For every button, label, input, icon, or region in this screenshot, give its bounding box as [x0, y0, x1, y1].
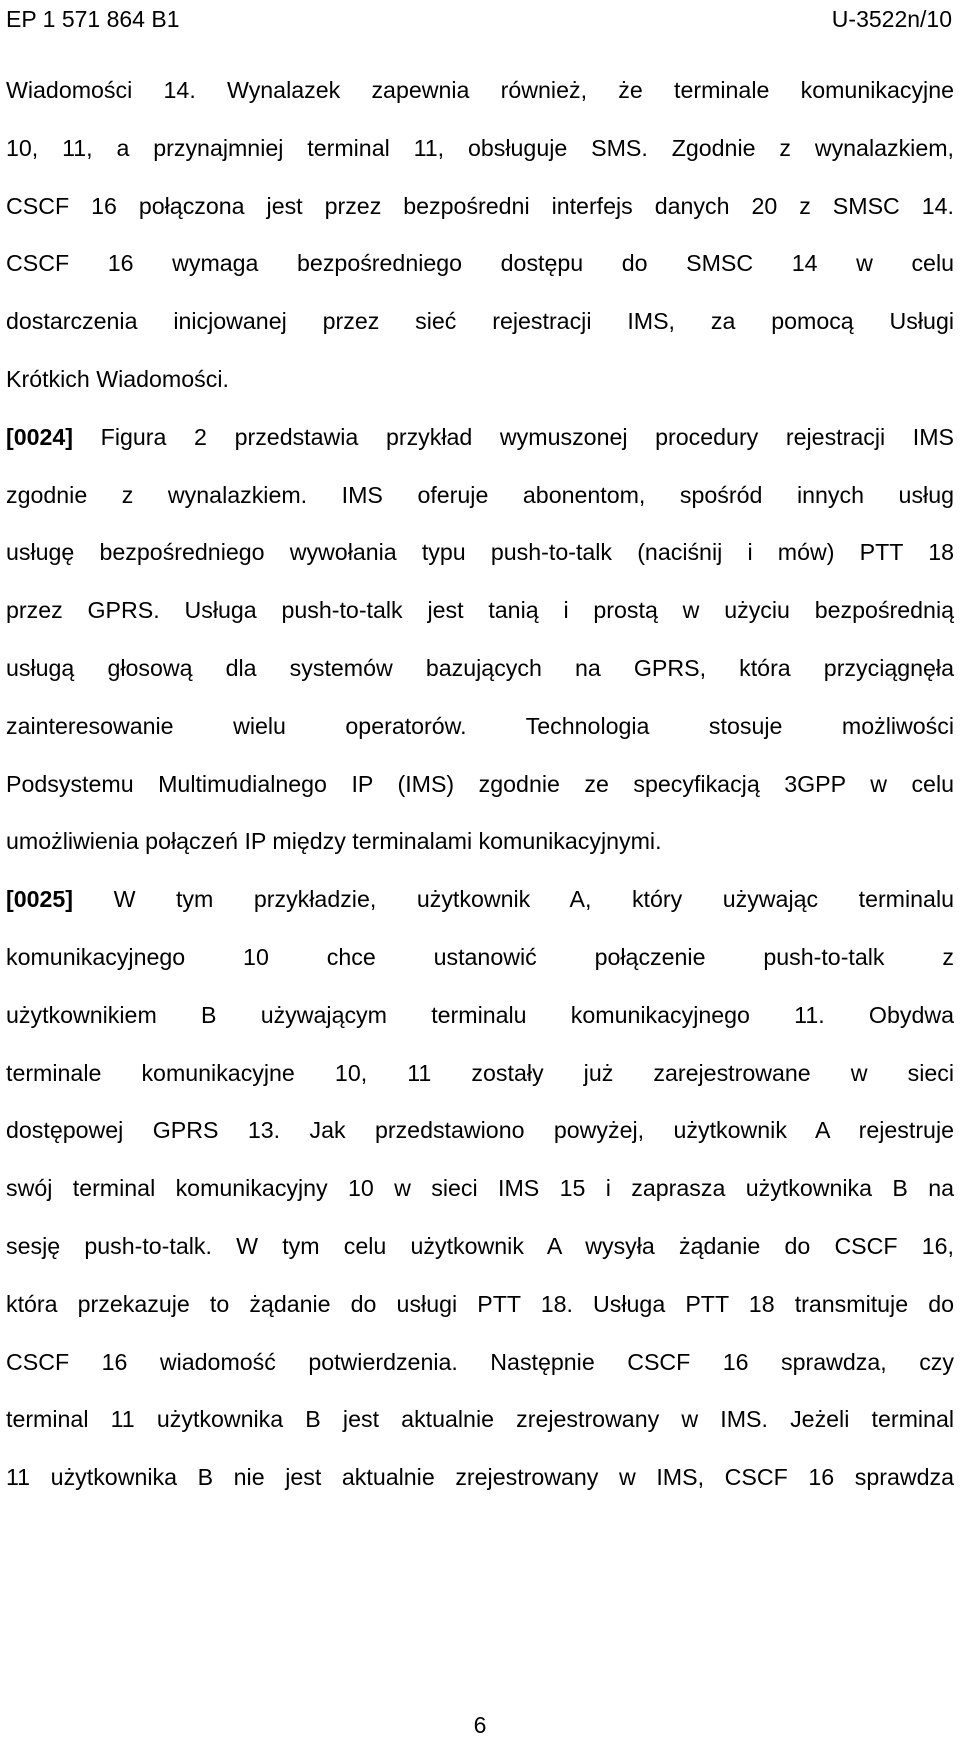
line-text: 11 użytkownika B nie jest aktualnie zrejestrowany w IMS, CSCF 16 sprawdza [6, 1464, 954, 1491]
line-text: CSCF 16 wymaga bezpośredniego dostępu do SMSC 14 w celu [6, 250, 954, 277]
paragraph-number: [0024] [6, 423, 74, 450]
line-text: W tym przykładzie, użytkownik A, który używając terminalu [73, 886, 954, 913]
line-text: komunikacyjnego 10 chce ustanowić połączenie push-to-talk z [6, 943, 954, 970]
text-line [6, 582, 954, 640]
text-line [6, 62, 954, 120]
document-reference: U-3522n/10 [831, 6, 952, 32]
line-text: terminale komunikacyjne 10, 11 zostały już zarejestrowane w sieci [6, 1059, 954, 1086]
line-text: swój terminal komunikacyjny 10 w sieci IMS 15 i zaprasza użytkownika B na [6, 1175, 954, 1202]
line-text: umożliwienia połączeń IP między terminalami komunikacyjnymi. [6, 828, 662, 855]
text-line [6, 929, 954, 987]
text-line [6, 524, 954, 582]
line-text: przez GPRS. Usługa push-to-talk jest tanią i prostą w użyciu bezpośrednią [6, 597, 954, 624]
line-text: Wiadomości 14. Wynalazek zapewnia również, że terminale komunikacyjne [6, 77, 954, 103]
text-line [6, 1218, 954, 1276]
line-text: zgodnie z wynalazkiem. IMS oferuje abonentom, spośród innych usług [6, 481, 954, 508]
text-line [6, 1045, 954, 1103]
line-text: usługę bezpośredniego wywołania typu push-to-talk (naciśnij i mów) PTT 18 [6, 539, 954, 566]
text-line [6, 698, 954, 756]
text-line [6, 871, 954, 929]
page-header [6, 2, 952, 36]
line-text: usługą głosową dla systemów bazujących na GPRS, która przyciągnęła [6, 654, 954, 681]
text-line [6, 293, 954, 351]
document-body [6, 62, 954, 1507]
line-text: Figura 2 przedstawia przykład wymuszonej procedury rejestracji IMS [73, 423, 954, 450]
line-text: dostępowej GPRS 13. Jak przedstawiono powyżej, użytkownik A rejestruje [6, 1117, 954, 1144]
text-line [6, 1334, 954, 1392]
line-text: CSCF 16 połączona jest przez bezpośredni interfejs danych 20 z SMSC 14. [6, 192, 954, 219]
page-number: 6 [473, 1712, 487, 1738]
paragraph-number: [0025] [6, 886, 74, 913]
text-line [6, 1449, 954, 1507]
text-line [6, 1391, 954, 1449]
text-line [6, 1276, 954, 1334]
text-line [6, 409, 954, 467]
text-line [6, 1160, 954, 1218]
line-text: która przekazuje to żądanie do usługi PTT 18. Usługa PTT 18 transmituje do [6, 1290, 954, 1317]
patent-number: EP 1 571 864 B1 [6, 6, 180, 32]
text-line [6, 640, 954, 698]
line-text: zainteresowanie wielu operatorów. Technologia stosuje możliwości [6, 712, 954, 739]
line-text: Krótkich Wiadomości. [6, 365, 229, 392]
line-text: Podsystemu Multimudialnego IP (IMS) zgodnie ze specyfikacją 3GPP w celu [6, 770, 954, 797]
text-line [6, 756, 954, 814]
text-line [6, 467, 954, 525]
text-line [6, 120, 954, 178]
line-text: użytkownikiem B używającym terminalu komunikacyjnego 11. Obydwa [6, 1001, 954, 1028]
text-line [6, 1102, 954, 1160]
line-text: 10, 11, a przynajmniej terminal 11, obsługuje SMS. Zgodnie z wynalazkiem, [6, 134, 954, 161]
line-text: dostarczenia inicjowanej przez sieć rejestracji IMS, za pomocą Usługi [6, 308, 954, 335]
text-line [6, 987, 954, 1045]
text-line [6, 178, 954, 236]
text-line [6, 351, 954, 409]
line-text: terminal 11 użytkownika B jest aktualnie zrejestrowany w IMS. Jeżeli terminal [6, 1406, 954, 1433]
text-line [6, 813, 954, 871]
line-text: sesję push-to-talk. W tym celu użytkownik A wysyła żądanie do CSCF 16, [6, 1232, 954, 1259]
line-text: CSCF 16 wiadomość potwierdzenia. Następnie CSCF 16 sprawdza, czy [6, 1348, 954, 1375]
text-line [6, 235, 954, 293]
